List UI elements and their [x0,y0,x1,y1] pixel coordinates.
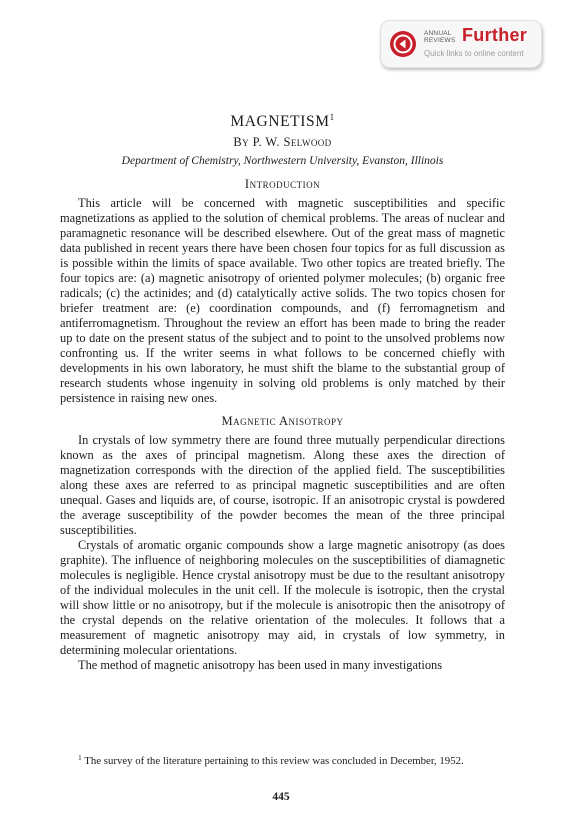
play-arrow-icon [389,30,417,58]
article-body [60,110,505,673]
section-heading-magnetic-anisotropy: Magnetic Anisotropy [221,414,344,428]
author-affiliation: Department of Chemistry, Northwestern University, Evanston, Illinois [121,155,444,167]
footnote-mark: 1 [78,753,82,762]
article-title: MAGNETISM$^1$ [230,112,335,130]
title-footnote-mark[interactable]: 1 [329,112,335,122]
paragraph-anisotropy-3: The method of magnetic anisotropy has been used in many investigations [78,658,443,672]
badge-publisher-label: ANNUAL REVIEWS [424,30,456,44]
badge-subtitle: Quick links to online content [424,49,524,58]
author-name: P. W. Selwood [252,135,332,149]
page-number: 445 [272,791,290,803]
section-heading-introduction: Introduction [244,177,321,191]
footnote [60,751,505,768]
footnote-text: The survey of the literature pertaining to this review was concluded in December, 1952. [84,755,464,767]
author-prefix: By [233,135,250,149]
paragraph-introduction: This article will be concerned with magnetic susceptibilities and specific magnetizations as applied to the solution of chemical problems. The areas of nuclear and paramagnetic resonance will be described elsewhere. Out of the great mass of magnetic data published in recent years there have been chosen four topics for as full discussion as is possible within the limits of space available. Two other topics are treated briefly. The four topics are: (a) magnetic anisotropy of oriented polymer molecules; (b) organic free radicals; (c) the actinides; and (d) catalytically active solids. The two topics chosen for briefer treatment are: (e) coordination compounds, and (f) ferromagnetism and antiferromagnetism. Throughout the review an effort has been made to bring the reader up to date on the present status of the subject and to point to the unsolved problems now confronting us. If the writer seems in what follows to be concerned chiefly with developments in his own laboratory, he must shift the blame to the substantial group of research students whose ingenuity in solving old problems is only matched by their persistence in raising new ones. [60,196,505,405]
author-line [60,135,505,150]
paragraph-anisotropy-2: Crystals of aromatic organic compounds show a large magnetic anisotropy (as does graphite). The influence of neighboring molecules on the susceptibilities of diamagnetic molecules is negligible. Hence crystal anisotropy must be due to the resultant anisotropy of the individual molecules in the unit cell. If the molecule is isotropic, then the crystal will show little or no anisotropy, but if the molecule is anisotropic then the anisotropy of the crystal depends on the relative orientation of the molecules. It follows that a measurement of magnetic anisotropy may aid, in crystals of low symmetry, in determining molecular orientations. [60,538,505,657]
paragraph-anisotropy-1: In crystals of low symmetry there are found three mutually perpendicular directions known as the axes of principal magnetism. Along these axes the direction of magnetization corresponds with the direction of the applied field. The susceptibilities along these axes are referred to as principal magnetic susceptibilities and are often unequal. Gases and liquids are, of course, isotropic. If an anisotropic crystal is powdered the average susceptibility of the powder becomes the mean of the three principal susceptibilities. [60,433,505,537]
annual-reviews-further-badge[interactable] [380,20,542,68]
badge-further-label: Further [462,25,528,45]
